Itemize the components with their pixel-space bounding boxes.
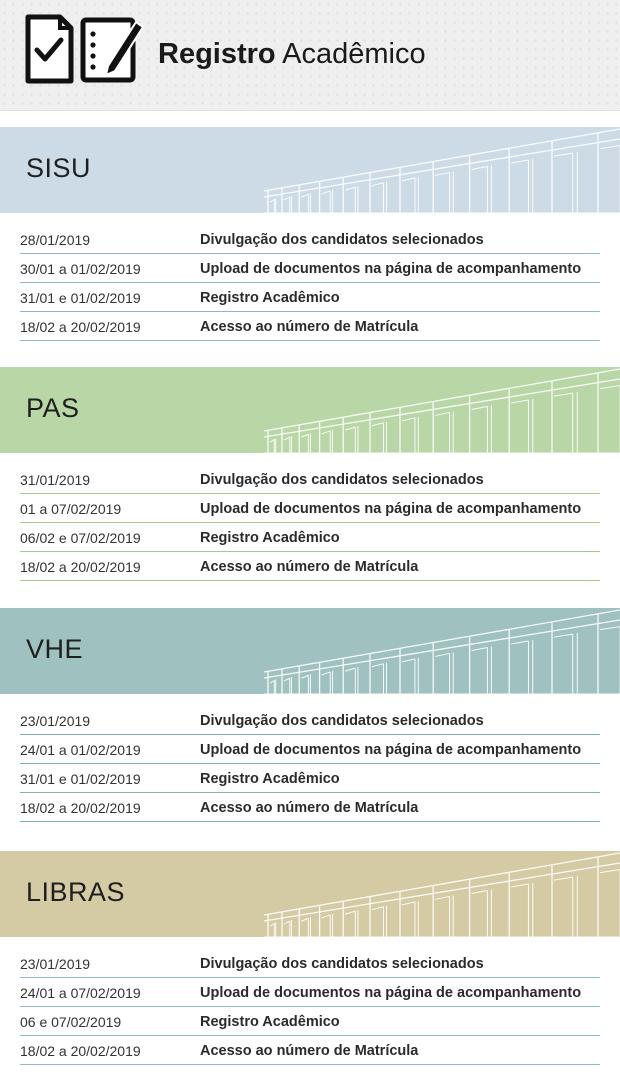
title-bold: Registro bbox=[158, 38, 276, 70]
row-date: 06/02 e 07/02/2019 bbox=[20, 530, 141, 546]
schedule-row bbox=[20, 706, 600, 735]
row-date: 01 a 07/02/2019 bbox=[20, 501, 122, 517]
row-event: Acesso ao número de Matrícula bbox=[200, 559, 419, 575]
row-event: Registro Acadêmico bbox=[200, 1014, 340, 1030]
building-illustration bbox=[260, 851, 620, 937]
header-icons bbox=[24, 14, 146, 84]
row-date: 31/01 e 01/02/2019 bbox=[20, 290, 141, 306]
row-date: 18/02 a 20/02/2019 bbox=[20, 800, 141, 816]
schedule-row bbox=[20, 793, 600, 822]
row-event: Upload de documentos na página de acompanhamento bbox=[200, 985, 582, 1001]
row-date: 23/01/2019 bbox=[20, 956, 91, 972]
row-event: Upload de documentos na página de acompanhamento bbox=[200, 501, 582, 517]
schedule-row bbox=[20, 225, 600, 254]
schedule-row bbox=[20, 552, 600, 581]
schedule-row bbox=[20, 949, 600, 978]
schedule-row bbox=[20, 465, 600, 494]
row-event: Divulgação dos candidatos selecionados bbox=[200, 232, 484, 248]
schedule-list bbox=[0, 706, 620, 822]
section-title: PAS bbox=[26, 393, 80, 423]
section-sisu bbox=[0, 127, 620, 341]
row-date: 24/01 a 07/02/2019 bbox=[20, 985, 141, 1001]
building-illustration bbox=[260, 367, 620, 453]
section-band bbox=[0, 851, 620, 937]
building-illustration bbox=[260, 608, 620, 694]
section-vhe bbox=[0, 608, 620, 822]
row-date: 31/01 e 01/02/2019 bbox=[20, 771, 141, 787]
row-date: 30/01 a 01/02/2019 bbox=[20, 261, 141, 277]
row-date: 18/02 a 20/02/2019 bbox=[20, 1043, 141, 1059]
row-event: Acesso ao número de Matrícula bbox=[200, 800, 419, 816]
page-header bbox=[0, 0, 620, 111]
checklist-document-icon bbox=[28, 17, 71, 81]
row-date: 18/02 a 20/02/2019 bbox=[20, 319, 141, 335]
schedule-row bbox=[20, 523, 600, 552]
row-date: 23/01/2019 bbox=[20, 713, 91, 729]
row-event: Divulgação dos candidatos selecionados bbox=[200, 713, 484, 729]
schedule-row bbox=[20, 312, 600, 341]
title-light: Acadêmico bbox=[282, 38, 426, 70]
schedule-row bbox=[20, 735, 600, 764]
schedule-row bbox=[20, 764, 600, 793]
section-band bbox=[0, 127, 620, 213]
page-title bbox=[158, 38, 426, 71]
row-event: Registro Acadêmico bbox=[200, 290, 340, 306]
building-illustration bbox=[260, 127, 620, 213]
row-event: Divulgação dos candidatos selecionados bbox=[200, 956, 484, 972]
schedule-row bbox=[20, 1036, 600, 1065]
schedule-row bbox=[20, 494, 600, 523]
row-event: Divulgação dos candidatos selecionados bbox=[200, 472, 484, 488]
section-title: SISU bbox=[26, 153, 92, 183]
schedule-list bbox=[0, 949, 620, 1065]
row-date: 06 e 07/02/2019 bbox=[20, 1014, 122, 1030]
row-date: 28/01/2019 bbox=[20, 232, 91, 248]
section-title: VHE bbox=[26, 634, 84, 664]
schedule-row bbox=[20, 283, 600, 312]
edit-list-icon bbox=[83, 20, 143, 80]
schedule-list bbox=[0, 465, 620, 581]
section-band bbox=[0, 608, 620, 694]
section-title: LIBRAS bbox=[26, 877, 126, 907]
row-event: Registro Acadêmico bbox=[200, 771, 340, 787]
schedule-list bbox=[0, 225, 620, 341]
row-date: 18/02 a 20/02/2019 bbox=[20, 559, 141, 575]
schedule-row bbox=[20, 978, 600, 1007]
section-band bbox=[0, 367, 620, 453]
row-event: Upload de documentos na página de acompanhamento bbox=[200, 261, 582, 277]
row-event: Acesso ao número de Matrícula bbox=[200, 1043, 419, 1059]
row-event: Acesso ao número de Matrícula bbox=[200, 319, 419, 335]
section-libras bbox=[0, 851, 620, 1065]
row-event: Registro Acadêmico bbox=[200, 530, 340, 546]
row-date: 31/01/2019 bbox=[20, 472, 91, 488]
schedule-row bbox=[20, 254, 600, 283]
schedule-row bbox=[20, 1007, 600, 1036]
section-pas bbox=[0, 367, 620, 581]
row-event: Upload de documentos na página de acompanhamento bbox=[200, 742, 582, 758]
row-date: 24/01 a 01/02/2019 bbox=[20, 742, 141, 758]
